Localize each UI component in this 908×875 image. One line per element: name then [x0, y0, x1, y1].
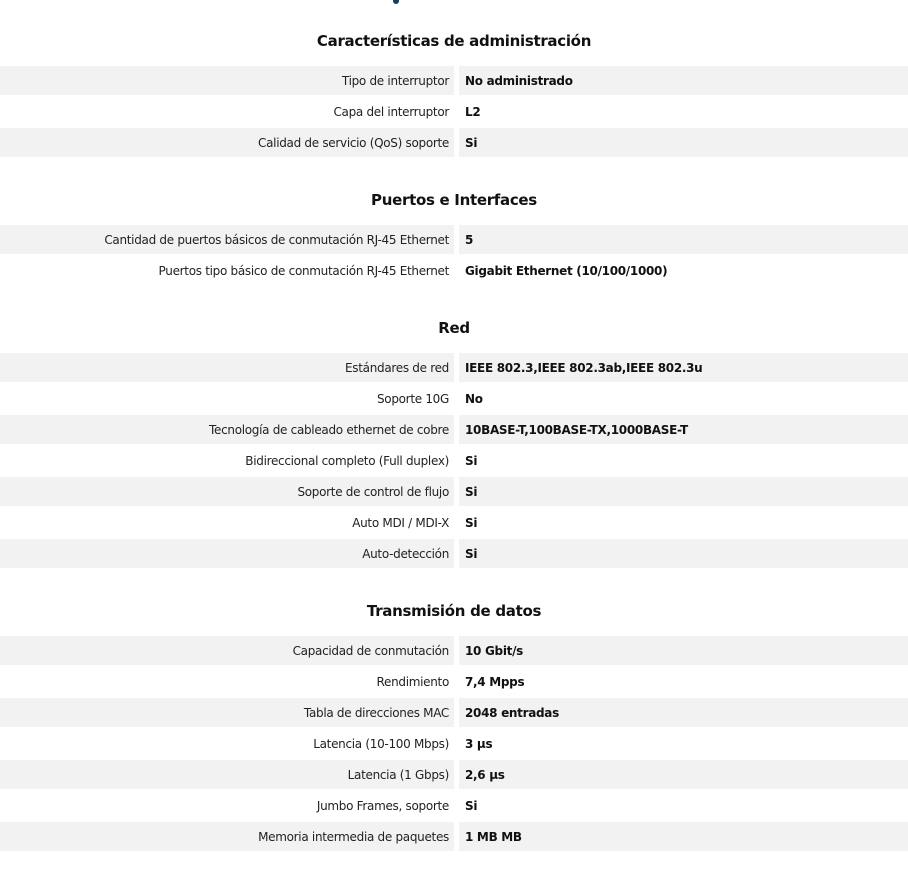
- spec-value: Gigabit Ethernet (10/100/1000): [465, 263, 668, 278]
- spec-row: [0, 791, 908, 820]
- spec-row: [0, 256, 908, 285]
- spec-label: Calidad de servicio (QoS) soporte: [258, 135, 449, 150]
- spec-value: 10 Gbit/s: [465, 643, 523, 658]
- section-title: Red: [438, 319, 470, 337]
- section-data-transmission: [0, 601, 908, 851]
- spec-label: Cantidad de puertos básicos de conmutación RJ-45 Ethernet: [104, 232, 449, 247]
- spec-row: [0, 729, 908, 758]
- spec-row: [0, 636, 908, 665]
- spec-value: Si: [465, 515, 478, 530]
- spec-label: Memoria intermedia de paquetes: [258, 829, 449, 844]
- spec-value: Si: [465, 546, 478, 561]
- spec-value: Si: [465, 484, 478, 499]
- spec-value: 10BASE-T,100BASE-TX,1000BASE-T: [465, 422, 688, 437]
- spec-value: 7,4 Mpps: [465, 674, 525, 689]
- spec-label: Capacidad de conmutación: [292, 643, 449, 658]
- spec-row: [0, 446, 908, 475]
- spec-label: Auto-detección: [362, 546, 449, 561]
- spec-value: 2,6 µs: [465, 767, 505, 782]
- spec-row: [0, 128, 908, 157]
- spec-row: [0, 539, 908, 568]
- spec-row: [0, 508, 908, 537]
- spec-label: Tecnología de cableado ethernet de cobre: [209, 422, 449, 437]
- spec-row: [0, 760, 908, 789]
- spec-label: Latencia (1 Gbps): [347, 767, 449, 782]
- spec-label: Soporte de control de flujo: [297, 484, 449, 499]
- spec-row: [0, 698, 908, 727]
- spec-value: L2: [465, 104, 481, 119]
- spec-value: No administrado: [465, 73, 573, 88]
- spec-label: Bidireccional completo (Full duplex): [245, 453, 449, 468]
- spec-value: No: [465, 391, 483, 406]
- spec-value: 2048 entradas: [465, 705, 559, 720]
- section-title: Características de administración: [316, 32, 592, 50]
- spec-row: [0, 384, 908, 413]
- spec-label: Puertos tipo básico de conmutación RJ-45 Ethernet: [158, 263, 449, 278]
- spec-value: 5: [465, 232, 474, 247]
- spec-row: [0, 353, 908, 382]
- spec-label: Rendimiento: [376, 674, 449, 689]
- spec-label: Tabla de direcciones MAC: [303, 705, 449, 720]
- spec-label: Jumbo Frames, soporte: [316, 798, 449, 813]
- section-title: Transmisión de datos: [366, 602, 542, 620]
- section-title: Puertos e Interfaces: [371, 191, 537, 209]
- spec-label: Latencia (10-100 Mbps): [313, 736, 449, 751]
- spec-label: Tipo de interruptor: [341, 73, 449, 88]
- section-management: [0, 31, 908, 157]
- spec-row: [0, 97, 908, 126]
- spec-value: Si: [465, 453, 478, 468]
- spec-label: Capa del interruptor: [333, 104, 449, 119]
- spec-row: [0, 667, 908, 696]
- spec-label: Soporte 10G: [376, 391, 449, 406]
- spec-row: [0, 822, 908, 851]
- spec-label: Estándares de red: [345, 360, 449, 375]
- spec-value: IEEE 802.3,IEEE 802.3ab,IEEE 802.3u: [465, 360, 703, 375]
- spec-row: [0, 66, 908, 95]
- section-ports: [0, 190, 908, 285]
- spec-row: [0, 477, 908, 506]
- heading-fragment: [393, 0, 399, 4]
- spec-value: Si: [465, 135, 478, 150]
- spec-row: [0, 415, 908, 444]
- spec-value: 1 MB MB: [465, 829, 522, 844]
- section-network: [0, 318, 908, 568]
- spec-value: Si: [465, 798, 478, 813]
- spec-value: 3 µs: [465, 736, 493, 751]
- spec-label: Auto MDI / MDI-X: [352, 515, 449, 530]
- spec-row: [0, 225, 908, 254]
